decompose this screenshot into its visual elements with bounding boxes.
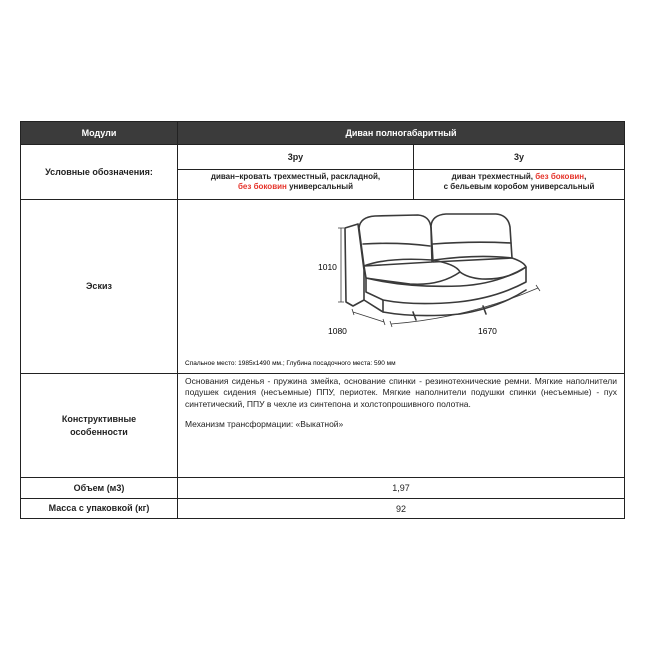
dim-depth-label: 1080	[328, 326, 347, 336]
back-crease-right	[433, 242, 511, 244]
product-title: Диван полногабаритный	[345, 128, 457, 138]
spec-table	[20, 121, 625, 519]
back-crease-left	[363, 243, 430, 246]
width-dimension-line	[391, 288, 538, 324]
variant-desc-1-rest: универсальный	[286, 182, 354, 192]
depth-dimension-line	[353, 312, 384, 322]
variant-desc-2-line1	[414, 172, 624, 182]
construction-text-cell	[185, 376, 617, 476]
sketch-note: Спальное место: 1985x1490 мм.; Глубина посадочного места: 590 мм	[185, 360, 396, 367]
mass-label-cell	[21, 499, 177, 518]
dim-width-label: 1670	[478, 326, 497, 336]
construction-text: Основания сиденья - пружина змейка, основание спинки - резинотехнические ремни. Мягкие наполнители подушек сидения (несъемные) ППУ, периотек. Мягкие наполнители подушки спинки (несъемные) - пух синтетический, ППУ в чехле из синтепона и холстопрошивного полотна.	[185, 376, 617, 409]
variant-code-1-text: 3ру	[287, 152, 304, 162]
construction-label-cell	[21, 374, 177, 477]
variant-desc-1-red: без боковин	[237, 182, 287, 192]
mass-value: 92	[395, 503, 406, 514]
sofa-side-panel	[345, 224, 364, 306]
volume-value-cell	[178, 478, 624, 498]
variant-desc-2-suffix: ,	[584, 172, 587, 181]
variant-code-1	[178, 145, 413, 169]
mass-label: Масса с упаковкой (кг)	[48, 503, 150, 514]
variant-desc-1-line2	[178, 182, 413, 192]
volume-label: Объем (м3)	[73, 482, 125, 493]
back-cushion-left	[359, 215, 432, 266]
header-product	[178, 122, 624, 144]
sofa-corner-edge	[364, 300, 383, 312]
variant-desc-1-line1: диван–кровать трехместный, раскладной,	[210, 172, 381, 181]
variant-desc-2	[414, 172, 624, 198]
mass-value-cell	[178, 499, 624, 518]
construction-label-line2: особенности	[70, 426, 128, 437]
header-modules	[21, 122, 177, 144]
sofa-sketch	[178, 200, 624, 373]
volume-value: 1,97	[392, 483, 410, 493]
sofa-feet	[413, 306, 486, 320]
variant-code-2	[414, 145, 624, 169]
symbols-label: Условные обозначения:	[45, 166, 153, 177]
volume-label-cell	[21, 478, 177, 498]
modules-label: Модули	[81, 128, 117, 138]
variant-desc-2-line2: с бельевым коробом универсальный	[443, 182, 595, 192]
divider	[178, 169, 624, 170]
variant-desc-2-red: без боковин	[535, 172, 585, 181]
mechanism-text: Механизм трансформации: «Выкатной»	[185, 419, 344, 430]
sofa-front-frame	[366, 267, 526, 304]
variant-code-2-text: 3у	[513, 152, 524, 162]
variant-desc-1	[178, 172, 413, 198]
back-cushion-right	[431, 214, 512, 262]
sketch-label-cell	[21, 200, 177, 373]
variant-desc-2-prefix: диван трехместный,	[451, 172, 536, 181]
width-dimension-ticks	[390, 285, 540, 327]
dim-height-label: 1010	[318, 262, 337, 272]
construction-label-line1: Конструктивные	[61, 414, 137, 425]
symbols-label-cell	[21, 145, 177, 199]
sketch-label: Эскиз	[86, 281, 112, 292]
sketch-cell	[178, 200, 624, 373]
